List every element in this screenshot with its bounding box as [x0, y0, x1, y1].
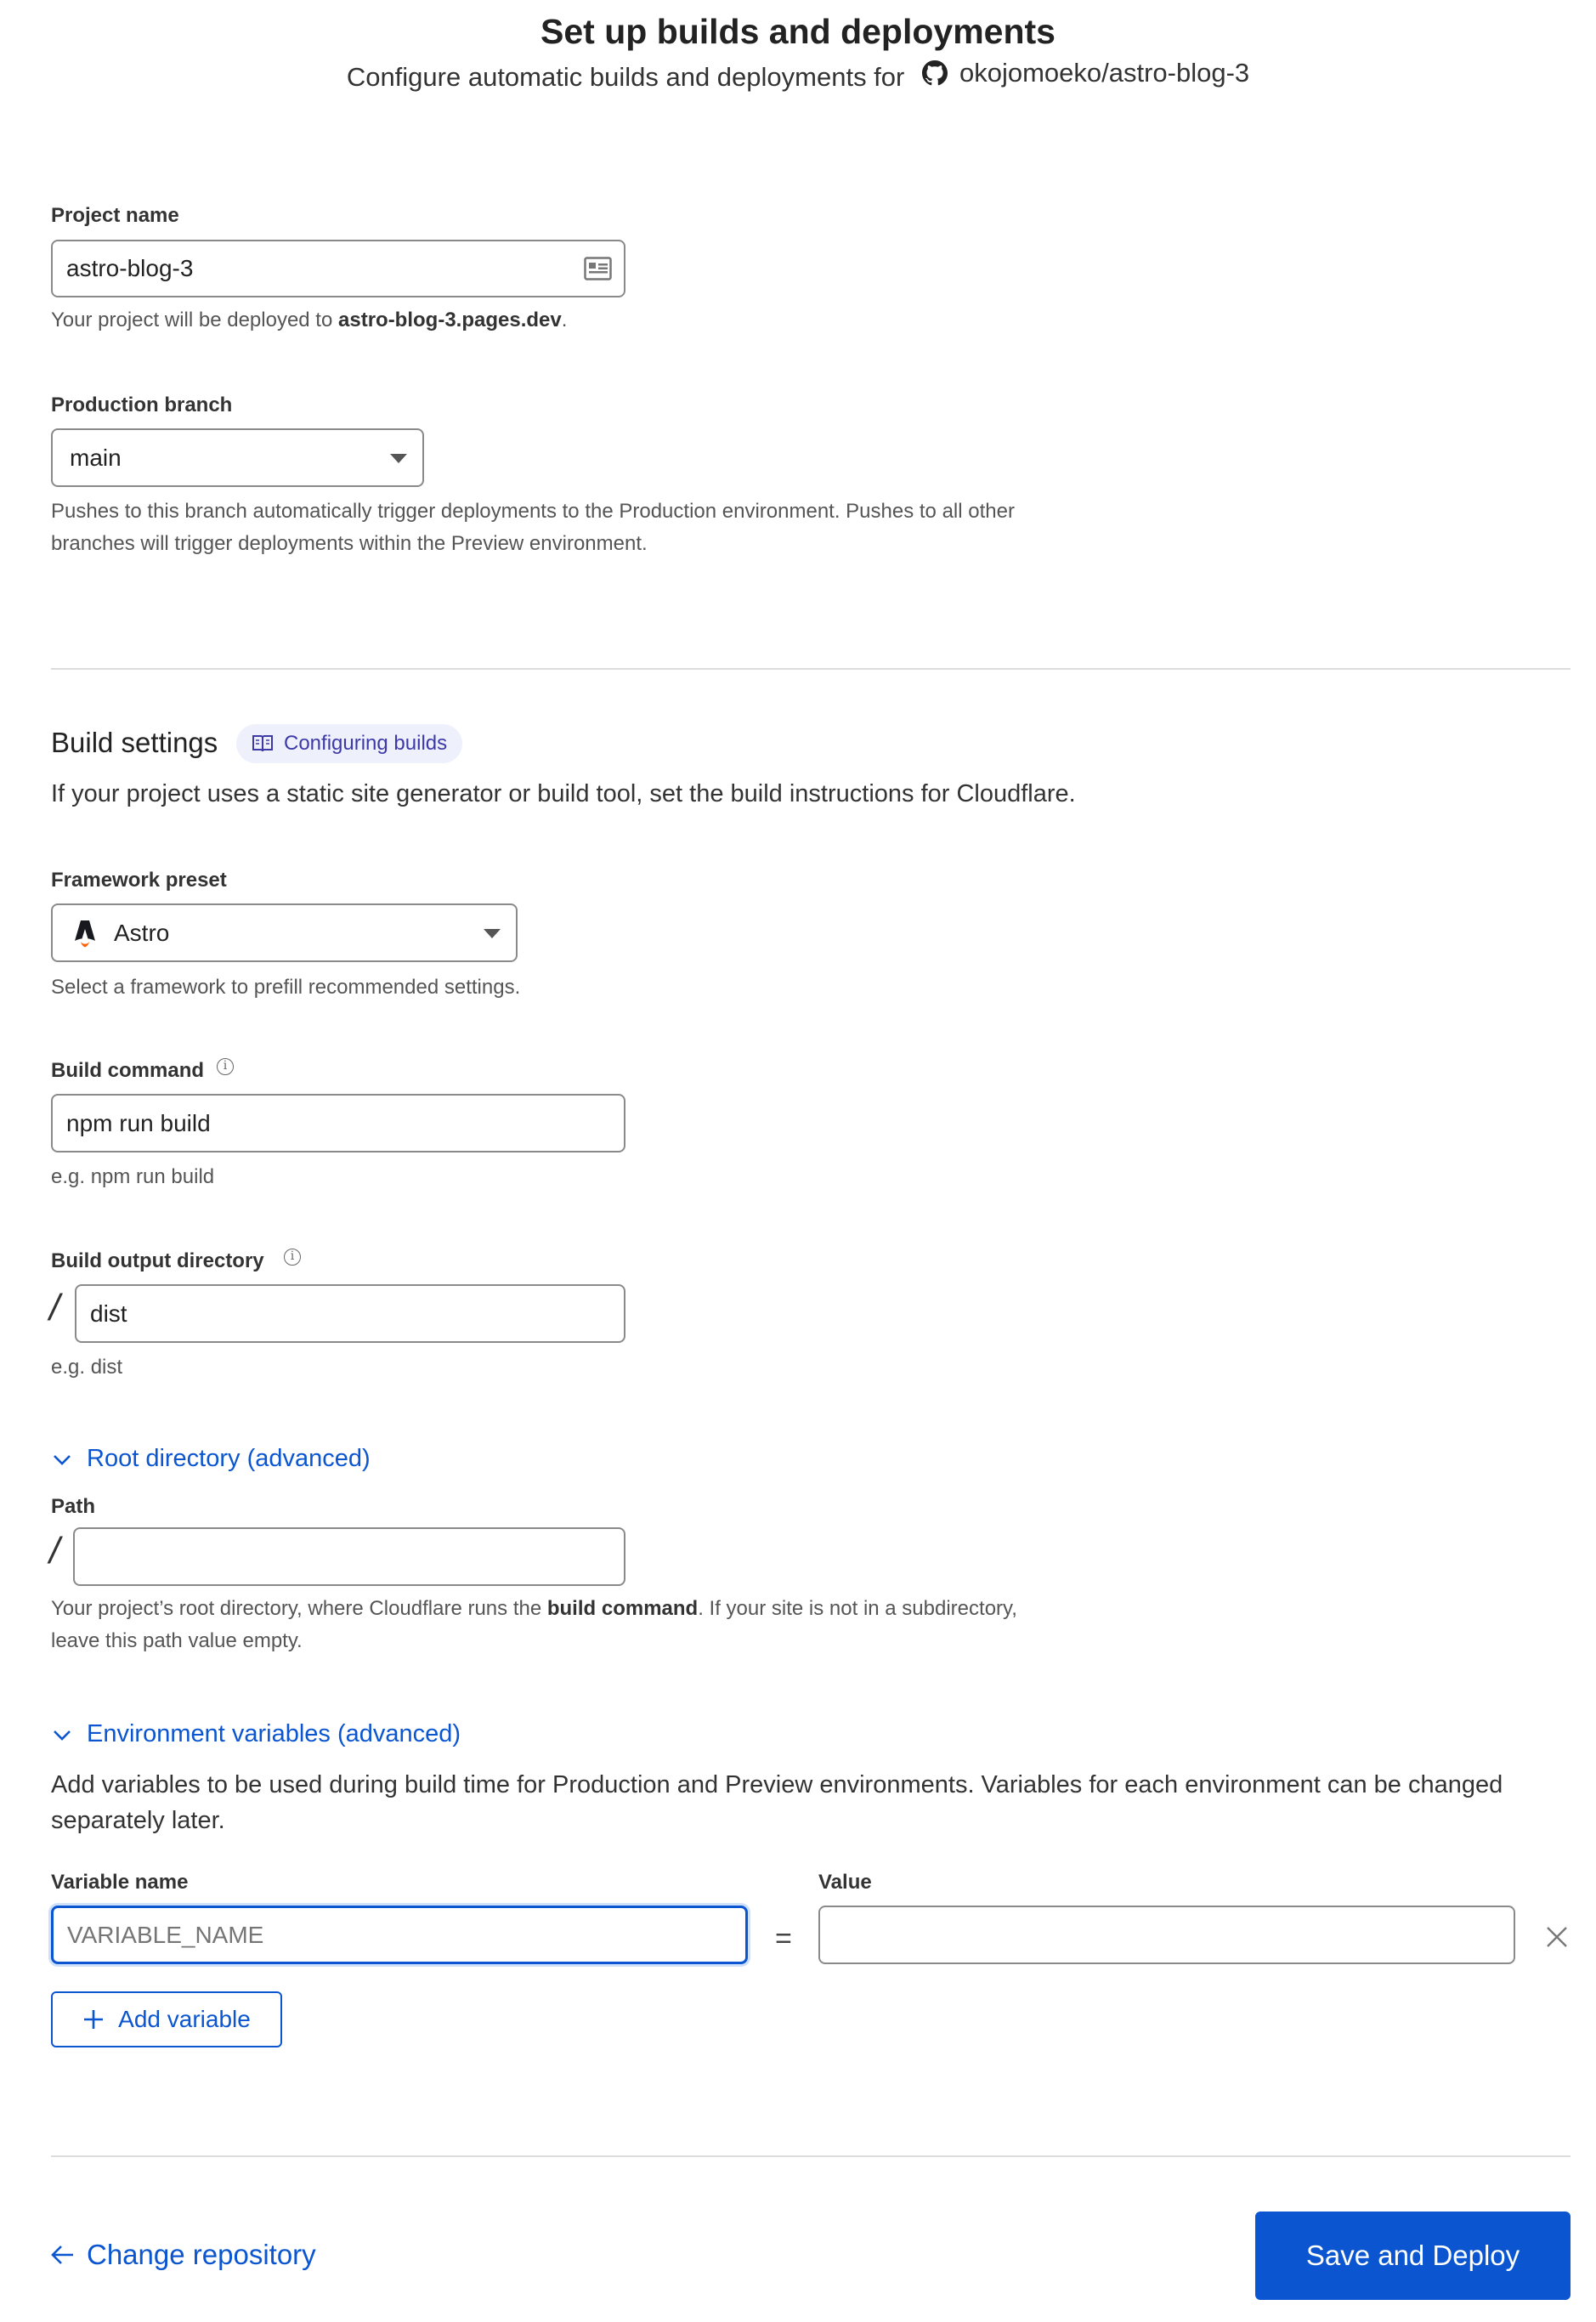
production-branch-help-2: branches will trigger deployments within the Preview environment. [51, 532, 648, 555]
root-path-help-1: Your project’s root directory, where Cloudflare runs the build command. If your site is not in a subdirectory, [51, 1597, 1017, 1620]
framework-preset-label: Framework preset [51, 869, 227, 892]
variable-name-label: Variable name [51, 1871, 189, 1894]
environment-variables-toggle[interactable] [51, 1720, 461, 1748]
chevron-down-icon [51, 1724, 73, 1746]
repo-link[interactable] [922, 58, 1249, 88]
save-and-deploy-button[interactable]: Save and Deploy [1255, 2212, 1571, 2300]
project-name-label: Project name [51, 204, 179, 227]
production-branch-value: main [70, 444, 122, 471]
path-prefix-slash: / [49, 1287, 60, 1328]
page-title: Set up builds and deployments [540, 12, 1056, 51]
github-icon [922, 60, 948, 86]
environment-variables-description-1: Add variables to be used during build time for Production and Preview environments. Variables for each environment can be changed [51, 1771, 1503, 1798]
configuring-builds-link[interactable] [236, 724, 462, 763]
info-icon[interactable]: i [284, 1249, 301, 1266]
root-directory-toggle-label: Root directory (advanced) [87, 1445, 371, 1472]
equals-sign: = [775, 1923, 792, 1955]
build-command-input[interactable] [51, 1094, 625, 1153]
build-command-label: Build command [51, 1059, 205, 1082]
page-subtitle [0, 58, 1596, 93]
environment-variables-description-2: separately later. [51, 1807, 225, 1834]
production-branch-label: Production branch [51, 394, 233, 416]
chevron-down-icon [484, 929, 501, 938]
info-icon[interactable]: i [217, 1058, 234, 1075]
variable-value-label: Value [818, 1871, 872, 1894]
repo-name: okojomoeko/astro-blog-3 [959, 58, 1250, 88]
change-repository-link[interactable] [51, 2239, 316, 2271]
arrow-left-icon [51, 2244, 75, 2266]
book-icon [252, 733, 274, 754]
footer-divider [51, 2155, 1571, 2157]
section-divider [51, 668, 1571, 670]
chevron-down-icon [51, 1448, 73, 1470]
pages-domain: astro-blog-3.pages.dev [338, 309, 562, 331]
build-command-help: e.g. npm run build [51, 1165, 215, 1188]
astro-logo-icon [73, 918, 97, 949]
variable-value-input[interactable] [818, 1906, 1515, 1964]
build-settings-description: If your project uses a static site generator or build tool, set the build instructions for Cloudflare. [51, 780, 1076, 807]
subtitle-text: Configure automatic builds and deployments for [346, 62, 905, 92]
framework-preset-select[interactable] [51, 903, 518, 962]
production-branch-select[interactable] [51, 428, 424, 487]
environment-variables-toggle-label: Environment variables (advanced) [87, 1720, 461, 1747]
close-icon[interactable] [1543, 1923, 1571, 1951]
id-card-icon[interactable] [584, 257, 612, 280]
chevron-down-icon [390, 454, 407, 463]
build-output-help: e.g. dist [51, 1356, 123, 1379]
production-branch-help-1: Pushes to this branch automatically trigger deployments to the Production environment. Pushes to all other [51, 500, 1015, 523]
add-variable-button[interactable] [51, 1991, 282, 2047]
build-output-input[interactable] [75, 1284, 625, 1343]
configuring-builds-label: Configuring builds [284, 732, 448, 755]
framework-preset-help: Select a framework to prefill recommended settings. [51, 976, 521, 999]
project-name-help: Your project will be deployed to astro-blog-3.pages.dev. [51, 309, 568, 331]
add-variable-label: Add variable [118, 2006, 251, 2032]
root-path-input[interactable] [73, 1527, 625, 1586]
variable-name-input[interactable] [51, 1906, 748, 1964]
project-name-input[interactable] [51, 240, 625, 297]
root-directory-toggle[interactable] [51, 1445, 371, 1473]
build-settings-title: Build settings [51, 727, 218, 758]
build-output-label: Build output directory [51, 1249, 264, 1272]
root-path-help-2: leave this path value empty. [51, 1629, 303, 1652]
path-prefix-slash: / [49, 1530, 60, 1572]
path-label: Path [51, 1495, 96, 1518]
change-repository-label: Change repository [87, 2239, 316, 2270]
framework-preset-value: Astro [114, 919, 170, 946]
plus-icon [82, 2008, 105, 2030]
